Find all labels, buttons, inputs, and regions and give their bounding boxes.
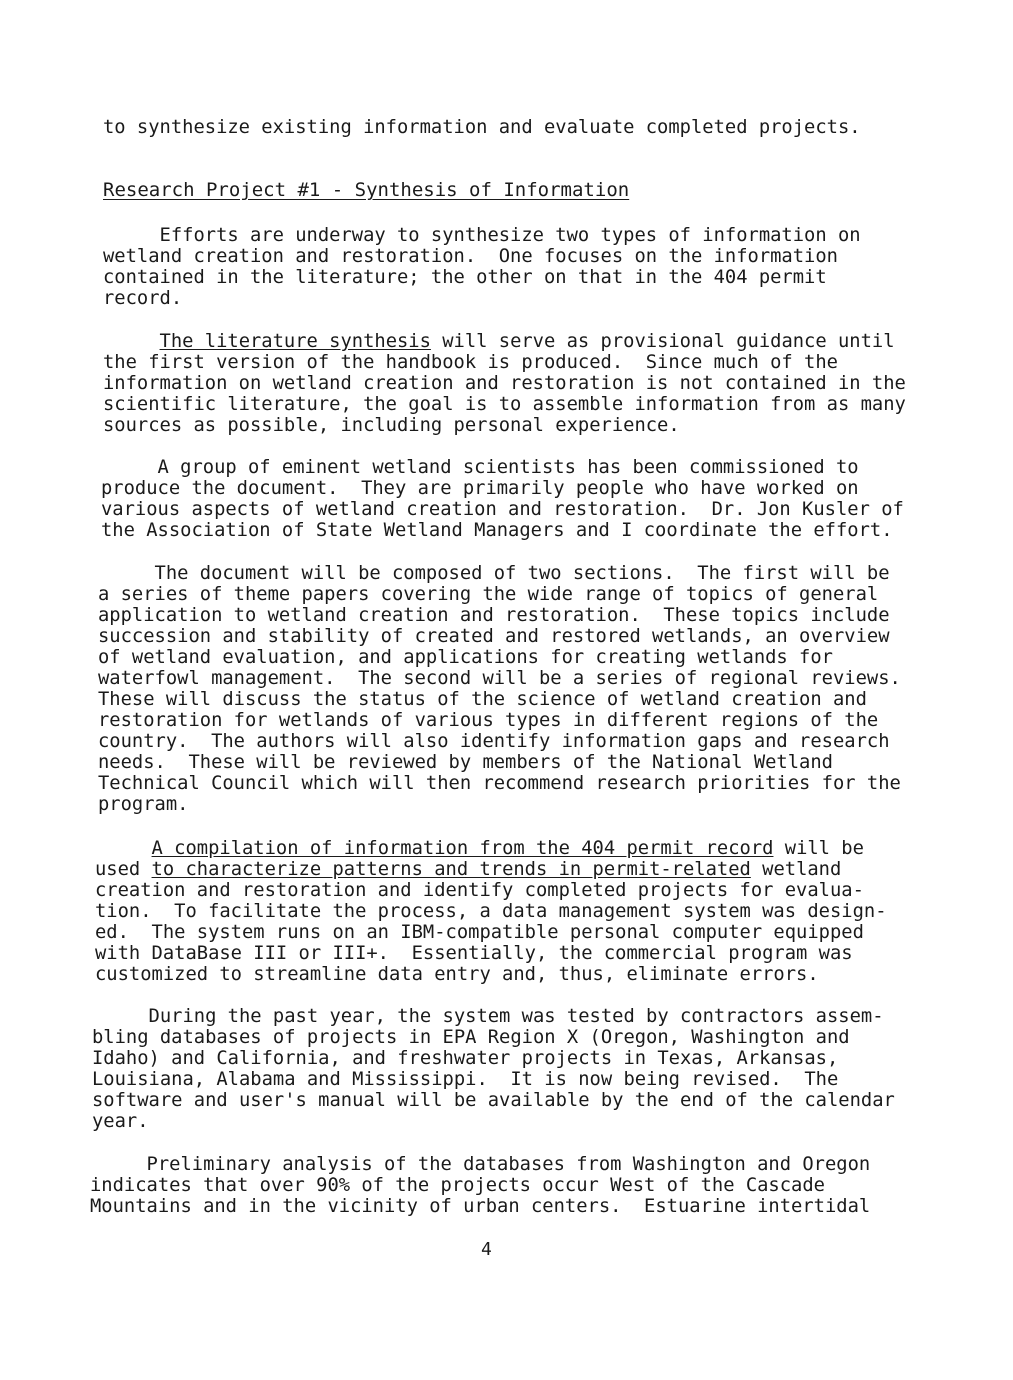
page-number: 4 — [481, 1239, 492, 1260]
paragraph-line: country. The authors will also identify information gaps and research — [98, 731, 890, 752]
line-prefix: used — [95, 859, 152, 880]
paragraph-line: the first version of the handbook is produced. Since much of the — [103, 352, 838, 373]
paragraph-line: indicates that over 90% of the projects occur West of the Cascade — [90, 1175, 825, 1196]
paragraph-line: creation and restoration and identify completed projects for evalua- — [95, 880, 864, 901]
paragraph-line: various aspects of wetland creation and restoration. Dr. Jon Kusler of — [101, 499, 904, 520]
paragraph-line: restoration for wetlands of various types in different regions of the — [98, 710, 879, 731]
paragraph-line: succession and stability of created and restored wetlands, an overview — [98, 626, 890, 647]
underlined-phrase: The literature synthesis — [159, 331, 431, 352]
paragraph-line: Preliminary analysis of the databases from Washington and Oregon — [90, 1154, 871, 1175]
paragraph-line: application to wetland creation and restoration. These topics include — [98, 605, 890, 626]
paragraph-line: of wetland evaluation, and applications for creating wetlands for — [98, 647, 833, 668]
paragraph-line: record. — [103, 288, 183, 309]
underlined-phrase: to characterize patterns and trends in permit-related — [151, 859, 751, 880]
paragraph-line: produce the document. They are primarily people who have worked on — [101, 478, 859, 499]
paragraph-line: wetland creation and restoration. One focuses on the information — [103, 246, 838, 267]
paragraph-line: contained in the literature; the other on that in the 404 permit — [103, 267, 827, 288]
paragraph-line: Efforts are underway to synthesize two types of information on — [103, 225, 861, 246]
paragraph-line: a series of theme papers covering the wide range of topics of general — [98, 584, 879, 605]
paragraph-line: needs. These will be reviewed by members of the National Wetland — [98, 752, 833, 773]
paragraph-line: waterfowl management. The second will be a series of regional reviews. — [98, 668, 901, 689]
paragraph-line: with DataBase III or III+. Essentially, the commercial program was — [95, 943, 853, 964]
paragraph-line: bling databases of projects in EPA Region X (Oregon, Washington and — [92, 1027, 850, 1048]
paragraph-line: software and user's manual will be available by the end of the calendar — [92, 1090, 895, 1111]
opening-line: to synthesize existing information and evaluate completed projects. — [103, 117, 861, 138]
paragraph-line: Technical Council which will then recommend research priorities for the — [98, 773, 901, 794]
paragraph-line: tion. To facilitate the process, a data management system was design- — [95, 901, 887, 922]
paragraph-line: scientific literature, the goal is to assemble information from as many — [103, 394, 906, 415]
paragraph-line: A group of eminent wetland scientists has been commissioned to — [101, 457, 859, 478]
line-rest: will be — [773, 838, 864, 859]
paragraph-line: Idaho) and California, and freshwater projects in Texas, Arkansas, — [92, 1048, 839, 1069]
paragraph-line: The document will be composed of two sections. The first will be — [98, 563, 890, 584]
paragraph-line: These will discuss the status of the science of wetland creation and — [98, 689, 867, 710]
paragraph-line — [95, 838, 864, 859]
paragraph-line: program. — [98, 794, 189, 815]
paragraph-line — [103, 331, 895, 352]
paragraph-line: information on wetland creation and restoration is not contained in the — [103, 373, 906, 394]
line-rest: wetland — [750, 859, 842, 880]
paragraph-line: Louisiana, Alabama and Mississippi. It is now being revised. The — [92, 1069, 839, 1090]
paragraph-line: the Association of State Wetland Managers and I coordinate the effort. — [101, 520, 893, 541]
paragraph-line: customized to streamline data entry and, thus, eliminate errors. — [95, 964, 819, 985]
paragraph-line — [95, 859, 841, 880]
section-heading: Research Project #1 - Synthesis of Information — [103, 179, 630, 201]
paragraph-line: ed. The system runs on an IBM-compatible personal computer equipped — [95, 922, 864, 943]
paragraph-line: Mountains and in the vicinity of urban centers. Estuarine intertidal — [90, 1196, 871, 1217]
line-rest: will serve as provisional guidance until — [430, 331, 895, 352]
underlined-phrase: A compilation of information from the 404 permit record — [151, 838, 774, 859]
paragraph-line: year. — [92, 1111, 149, 1132]
paragraph-line: sources as possible, including personal experience. — [103, 415, 680, 436]
paragraph-line: During the past year, the system was tested by contractors assem- — [92, 1006, 884, 1027]
